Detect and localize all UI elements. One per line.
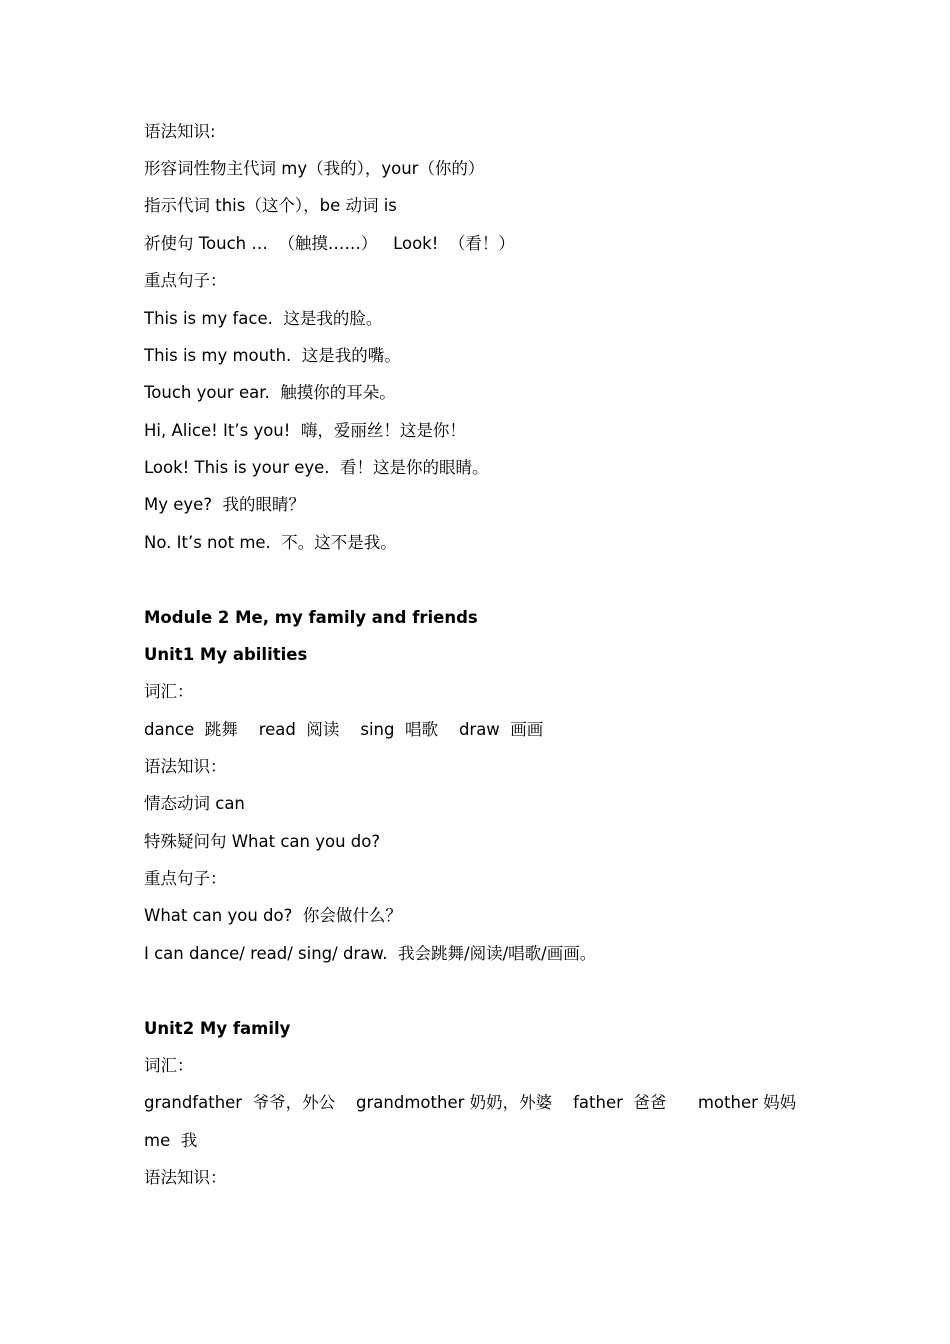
sentence-line: This is my face. 这是我的脸。 <box>144 309 383 328</box>
unit2-title: Unit2 My family <box>144 1019 291 1038</box>
grammar-item-possessive: 形容词性物主代词 my（我的），your（你的） <box>144 159 485 178</box>
sentence-line: Touch your ear. 触摸你的耳朵。 <box>144 383 396 402</box>
module-title: Module 2 Me, my family and friends <box>144 608 478 627</box>
unit1-vocab-line: dance 跳舞 read 阅读 sing 唱歌 draw 画画 <box>144 720 544 739</box>
sentence-line: Look! This is your eye. 看！这是你的眼睛。 <box>144 458 489 477</box>
unit2-vocab-heading: 词汇： <box>144 1056 194 1075</box>
unit1-title: Unit1 My abilities <box>144 645 308 664</box>
grammar-item-imperative: 祈使句 Touch … （触摸……） Look! （看！） <box>144 234 515 253</box>
unit2-vocab-line: me 我 <box>144 1131 198 1150</box>
unit1-sentences-heading: 重点句子： <box>144 869 227 888</box>
grammar-item-demonstrative: 指示代词 this（这个），be 动词 is <box>144 196 397 215</box>
unit1-grammar-item: 情态动词 can <box>144 794 245 813</box>
unit1-grammar-item: 特殊疑问句 What can you do? <box>144 832 381 851</box>
unit2-vocab-line: grandfather 爷爷，外公 grandmother 奶奶，外婆 father 爸爸 mother 妈妈 <box>144 1093 797 1112</box>
unit1-sentence-line: What can you do? 你会做什么？ <box>144 906 402 925</box>
sentences-heading: 重点句子： <box>144 271 227 290</box>
unit1-vocab-heading: 词汇： <box>144 682 194 701</box>
unit2-grammar-heading: 语法知识： <box>144 1168 227 1187</box>
grammar-heading: 语法知识: <box>144 122 216 141</box>
unit1-grammar-heading: 语法知识： <box>144 757 227 776</box>
sentence-line: My eye? 我的眼睛？ <box>144 495 306 514</box>
sentence-line: This is my mouth. 这是我的嘴。 <box>144 346 401 365</box>
sentence-line: Hi, Alice! It’s you! 嗨，爱丽丝！这是你！ <box>144 421 466 440</box>
unit1-sentence-line: I can dance/ read/ sing/ draw. 我会跳舞/阅读/唱歌/画画。 <box>144 944 597 963</box>
sentence-line: No. It’s not me. 不。这不是我。 <box>144 533 397 552</box>
